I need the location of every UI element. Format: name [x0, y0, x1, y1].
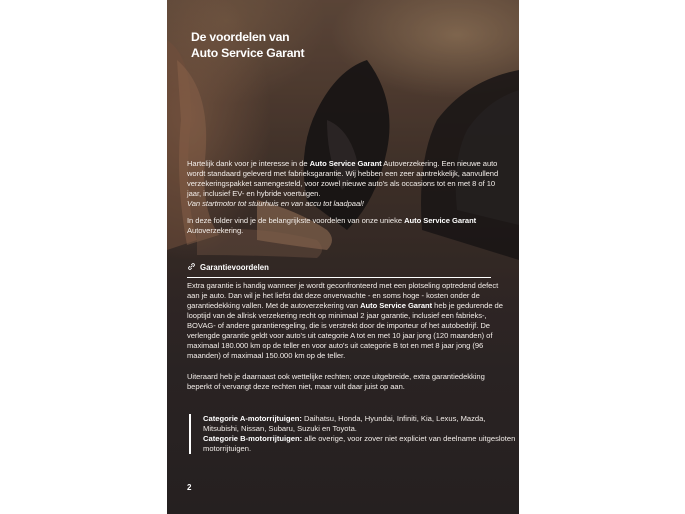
garantie-paragraph: [187, 281, 505, 361]
page-title: [191, 29, 304, 61]
folder-after: Autoverzekering.: [187, 226, 244, 235]
categories-callout: [189, 414, 518, 454]
link-icon: [187, 262, 196, 271]
category-b-label: Categorie B-motorrijtuigen:: [203, 434, 303, 443]
title-line-1: De voordelen van: [191, 30, 290, 44]
garantie-brand: Auto Service Garant: [360, 301, 433, 310]
section-heading-label: Garantievoordelen: [200, 263, 269, 272]
category-a-text: Daihatsu, Honda, Hyundai, Infiniti, Kia, Lexus, Mazda, Mitsubishi, Nissan, Subaru, Suzuki en Toyota.: [203, 414, 486, 433]
category-a-label: Categorie A-motorrijtuigen:: [203, 414, 302, 423]
category-b-text: alle overige, voor zover niet expliciet van deelname uitgesloten motorrijtuigen.: [203, 434, 516, 453]
brochure-page: [167, 0, 519, 514]
garantie-part-2: heb je gedurende de looptijd van de allrisk verzekering recht op minimaal 2 jaar garantie, inclusief een fabrieks-, BOVAG- of andere garantieregeling, die is verstrekt door de importeur of het autobedrijf. De verlengde garantie geldt voor auto's uit categorie A tot en met 10 jaar jong (120 maanden) of maximaal 180.000 km op de teller en voor auto's uit categorie B tot en met 8 jaar jong (96 maanden) of maximaal 150.000 km op de teller.: [187, 301, 503, 360]
wettelijk-paragraph: Uiteraard heb je daarnaast ook wettelijke rechten; onze uitgebreide, extra garantiedekking beperkt of vervangt deze rechten niet, maar vult daar juist op aan.: [187, 372, 485, 391]
page-number: 2: [187, 483, 192, 492]
intro-lead: Hartelijk dank voor je interesse in de: [187, 159, 310, 168]
folder-paragraph: [187, 216, 505, 236]
garantie-part-1: Extra garantie is handig wanneer je wordt geconfronteerd met een plotseling optredend defect aan je auto. Dan wil je het liefst dat deze onverwachte - en soms hoge - kosten onder de garantiedekking vallen. Met de autoverzekering van: [187, 281, 499, 310]
intro-body: Autoverzekering. Een nieuwe auto wordt standaard geleverd met fabrieksgarantie. Wij hebben een zeer aantrekkelijk, aanvullend verzekeringspakket samengesteld, voor zowel nieuwe auto's als occasions tot en met 8 of 10 jaar, inclusief EV- en hybride voertuigen.: [187, 159, 499, 198]
intro-brand: Auto Service Garant: [309, 159, 382, 168]
folder-lead: In deze folder vind je de belangrijkste voordelen van onze unieke: [187, 216, 405, 225]
intro-slogan: Van startmotor tot stuurhuis en van accu tot laadpaal!: [187, 199, 364, 208]
section-heading: [187, 262, 491, 278]
title-line-2: Auto Service Garant: [191, 46, 305, 60]
folder-brand: Auto Service Garant: [404, 216, 477, 225]
intro-paragraph: [187, 159, 505, 209]
